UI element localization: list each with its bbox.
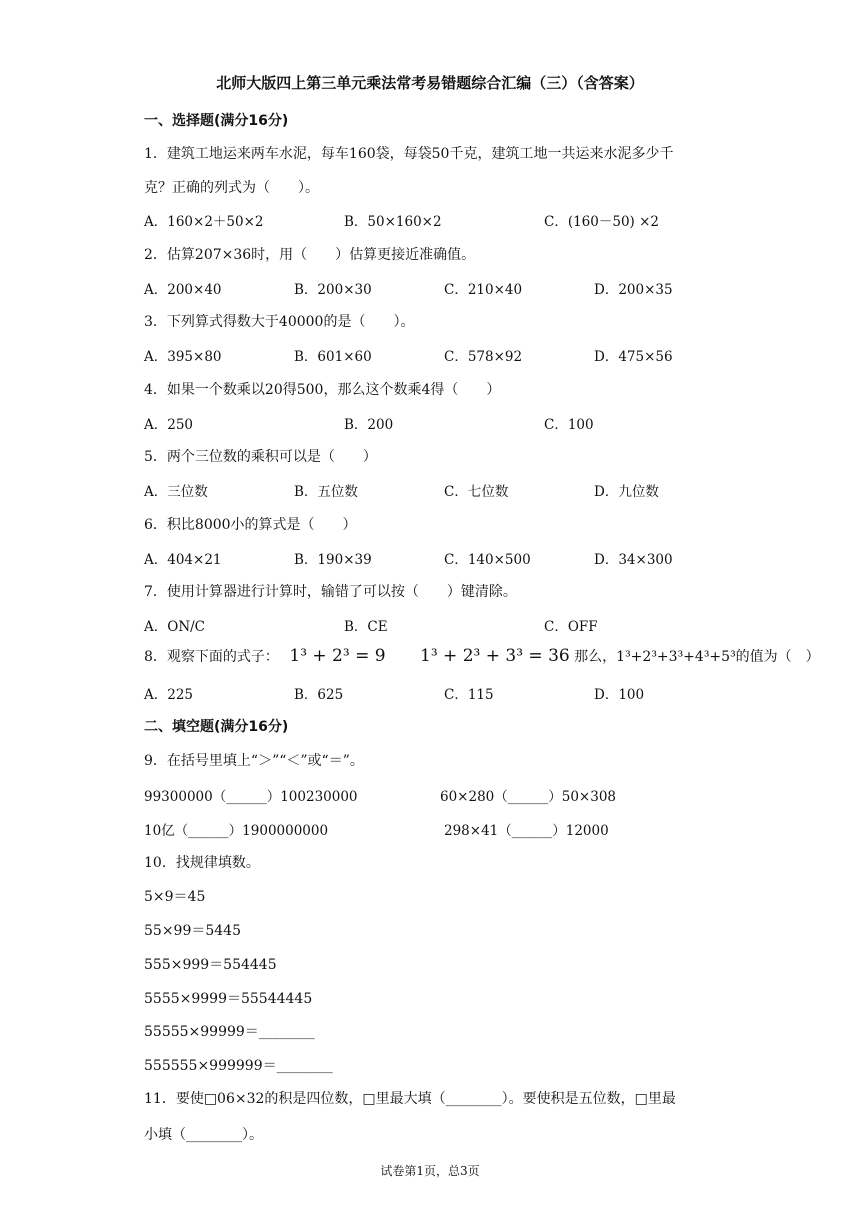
option-c: C．578×92	[444, 349, 523, 365]
question-7-text: 7．使用计算器进行计算时，输错了可以按（ ）键清除。	[144, 584, 517, 600]
option-a: A．ON/C	[144, 619, 206, 635]
question-11-text-cont: 小填（________）。	[144, 1127, 263, 1143]
section-heading-fill: 二、填空题(满分16分)	[144, 719, 289, 735]
option-a: A．225	[144, 687, 194, 703]
pattern-line: 5×9＝45	[144, 889, 206, 905]
option-c: C．140×500	[444, 552, 531, 568]
option-c: C．210×40	[444, 282, 523, 298]
question-1-options	[144, 210, 724, 230]
formula-2: 1³ + 2³ + 3³ = 36	[420, 646, 570, 666]
option-a: A．160×2＋50×2	[144, 214, 264, 230]
option-b: B．625	[294, 687, 344, 703]
option-b: B．190×39	[294, 552, 372, 568]
question-8-prefix: 8．观察下面的式子：	[144, 649, 279, 665]
option-c: C．七位数	[444, 484, 509, 500]
compare-item-4: 298×41（______）12000	[444, 823, 609, 839]
question-8-options	[144, 683, 724, 703]
option-c: C．115	[444, 687, 494, 703]
option-d: D．34×300	[594, 552, 673, 568]
option-b: B．五位数	[294, 484, 358, 500]
compare-item-2: 60×280（______）50×308	[440, 789, 617, 805]
pattern-line: 55×99＝5445	[144, 923, 241, 939]
question-8-suffix: 那么，1³+2³+3³+4³+5³的值为（ ）	[574, 649, 820, 665]
question-7-options	[144, 615, 724, 635]
page-footer: 试卷第1页，总3页	[380, 1164, 480, 1178]
option-a: A．404×21	[144, 552, 222, 568]
pattern-line-blank: 555555×999999＝________	[144, 1058, 333, 1074]
question-3-text: 3．下列算式得数大于40000的是（ ）。	[144, 314, 415, 330]
question-5-text: 5．两个三位数的乘积可以是（ ）	[144, 449, 377, 465]
option-b: B．200	[344, 417, 394, 433]
option-a: A．250	[144, 417, 194, 433]
pattern-line: 5555×9999＝55544445	[144, 991, 313, 1007]
option-b: B．601×60	[294, 349, 372, 365]
option-a: A．三位数	[144, 484, 208, 500]
option-c: C．(160－50) ×2	[544, 214, 660, 230]
option-b: B．50×160×2	[344, 214, 442, 230]
question-2-options	[144, 278, 724, 298]
question-5-options	[144, 480, 724, 500]
question-1-text: 1．建筑工地运来两车水泥，每车160袋，每袋50千克，建筑工地一共运来水泥多少千	[144, 146, 674, 162]
option-d: D．475×56	[594, 349, 673, 365]
pattern-line: 555×999＝554445	[144, 957, 277, 973]
question-1-text-cont: 克？正确的列式为（ ）。	[144, 180, 319, 196]
question-10-text: 10．找规律填数。	[144, 855, 260, 871]
question-4-text: 4．如果一个数乘以20得500，那么这个数乘4得（ ）	[144, 382, 501, 398]
question-3-options	[144, 345, 724, 365]
question-6-options	[144, 548, 724, 568]
option-a: A．395×80	[144, 349, 222, 365]
option-d: D．九位数	[594, 484, 659, 500]
option-a: A．200×40	[144, 282, 222, 298]
question-9-text: 9．在括号里填上“＞”“＜”或“＝”。	[144, 753, 364, 769]
section-heading-choice: 一、选择题(满分16分)	[144, 113, 289, 129]
question-8-text	[144, 646, 820, 666]
pattern-line-blank: 55555×99999＝________	[144, 1024, 315, 1040]
option-c: C．OFF	[544, 619, 598, 635]
question-2-text: 2．估算207×36时，用（ ）估算更接近准确值。	[144, 247, 476, 263]
question-4-options	[144, 413, 724, 433]
option-b: B．200×30	[294, 282, 372, 298]
page-title: 北师大版四上第三单元乘法常考易错题综合汇编（三）（含答案）	[216, 74, 644, 92]
question-11-text: 11．要使□06×32的积是四位数，□里最大填（________）。要使积是五位数，□里最	[144, 1091, 676, 1107]
option-d: D．200×35	[594, 282, 673, 298]
formula-1: 1³ + 2³ = 9	[289, 646, 386, 666]
question-6-text: 6．积比8000小的算式是（ ）	[144, 517, 357, 533]
option-b: B．CE	[344, 619, 388, 635]
option-c: C．100	[544, 417, 594, 433]
compare-item-1: 99300000（______）100230000	[144, 789, 358, 805]
compare-item-3: 10亿（______）1900000000	[144, 823, 329, 839]
option-d: D．100	[594, 687, 645, 703]
